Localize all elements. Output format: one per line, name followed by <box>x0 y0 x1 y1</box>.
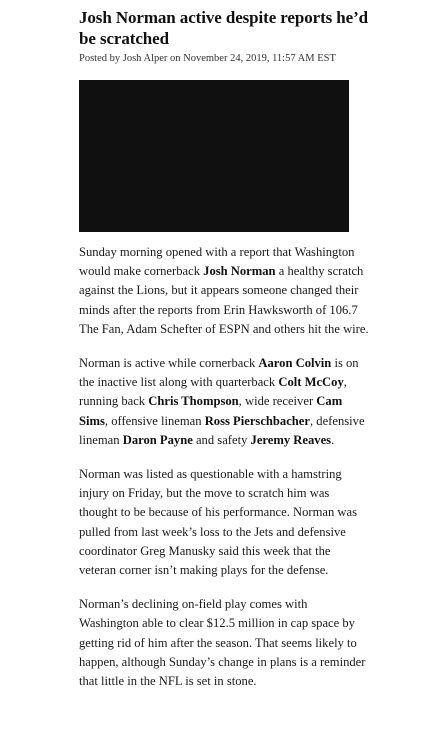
paragraph-1 <box>79 243 369 339</box>
text: , wide receiver <box>238 394 317 409</box>
article-headline: Josh Norman active despite reports he’d be scratched <box>79 8 369 48</box>
player-name-ross-pierschbacher: Ross Pierschbacher <box>204 413 310 428</box>
player-name-josh-norman: Josh Norman <box>203 264 276 279</box>
article-byline: Posted by Josh Alper on November 24, 2019, 11:57 AM EST <box>79 53 336 64</box>
player-name-chris-thompson: Chris Thompson <box>148 394 239 409</box>
paragraph-3 <box>79 465 369 580</box>
text: Sunday morning opened with a report that Washington would make cornerback <box>79 245 355 279</box>
text: Norman’s declining on-field play comes with Washington able to clear $12.5 million in cap space by getting rid of him after the season. That seems likely to happen, although Sunday’s change in plans is a reminder that little in the NFL is set in stone. <box>79 597 366 689</box>
text: , running back <box>79 375 347 409</box>
player-name-colt-mccoy: Colt McCoy <box>278 375 344 390</box>
article <box>79 0 369 706</box>
player-name-daron-payne: Daron Payne <box>122 432 193 447</box>
article-body <box>79 243 369 691</box>
text: is on the inactive list along with quarterback <box>79 356 359 390</box>
text: , offensive lineman <box>104 413 205 428</box>
paragraph-4 <box>79 595 369 691</box>
text: and safety <box>192 432 251 447</box>
player-name-aaron-colvin: Aaron Colvin <box>258 356 332 371</box>
text: Norman is active while cornerback <box>79 356 259 371</box>
player-name-cam-sims: Cam Sims <box>79 394 343 428</box>
player-name-jeremy-reaves: Jeremy Reaves <box>250 432 332 447</box>
text: , defensive lineman <box>79 413 365 447</box>
text: Norman was listed as questionable with a hamstring injury on Friday, but the move to scratch him was thought to be because of his performance. Norman was pulled from last week’s loss to the Jets and defensive coordinator Greg Manusky said this week that the veteran corner isn’t making plays for the defense. <box>79 467 358 578</box>
text: a healthy scratch against the Lions, but it appears someone changed their minds after the reports from Erin Hawksworth of 106.7 The Fan, Adam Schefter of ESPN and others hit the wire. <box>79 264 369 336</box>
paragraph-2 <box>79 354 369 450</box>
video-player[interactable] <box>79 80 349 232</box>
text: . <box>331 432 335 447</box>
